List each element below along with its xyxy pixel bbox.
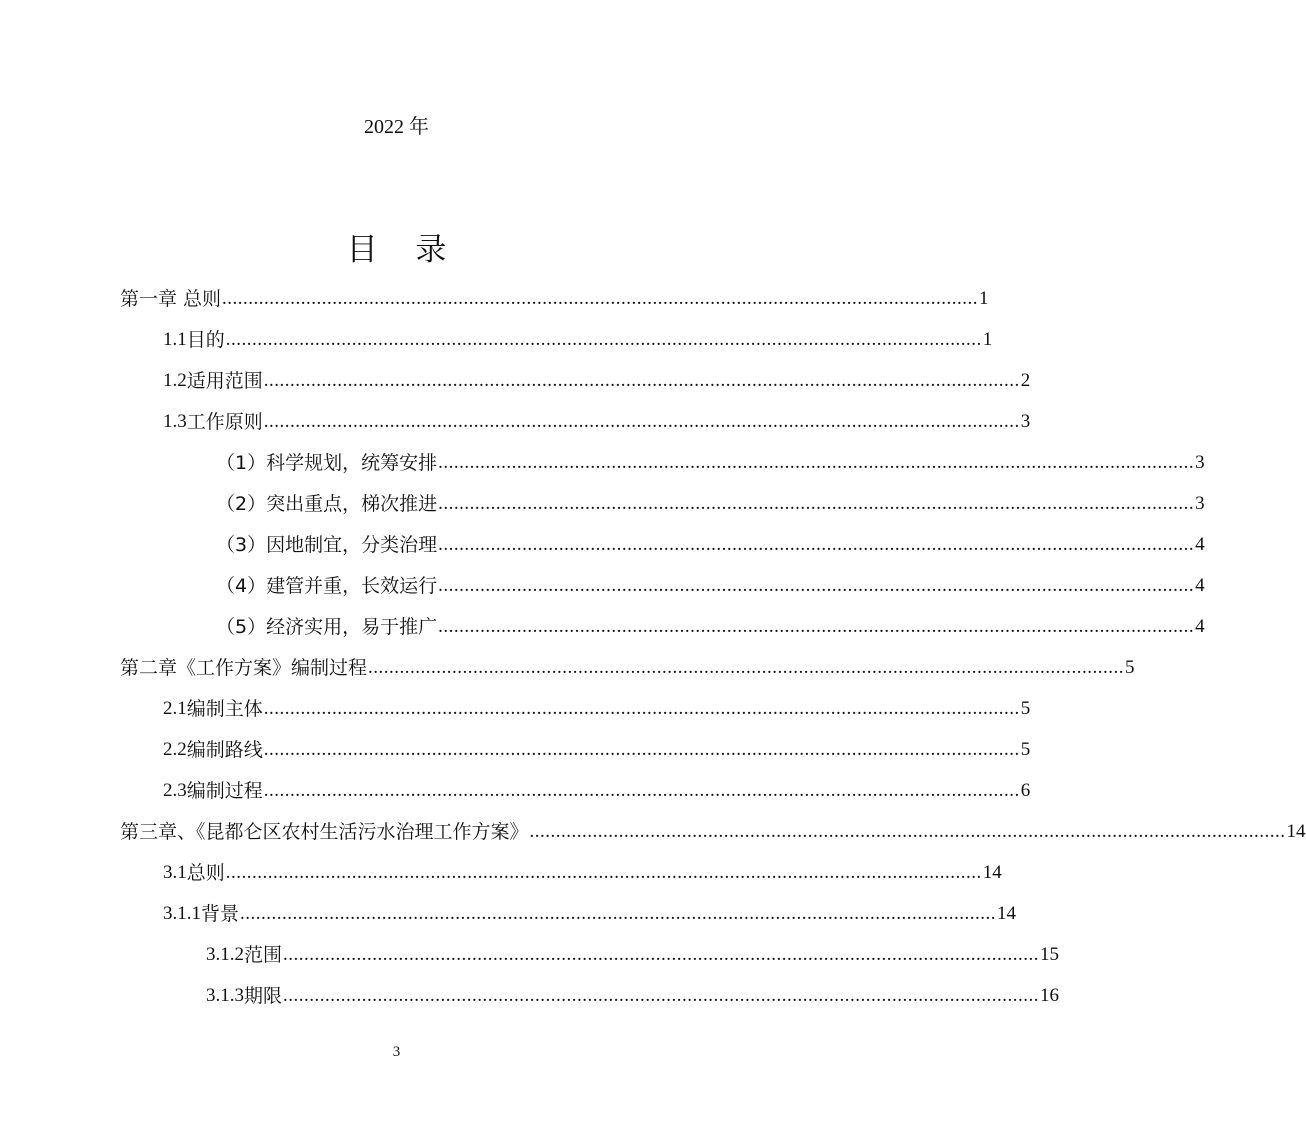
toc-title: 目 录 <box>346 232 461 268</box>
toc-page-number: 6 <box>1020 780 1031 801</box>
toc-page-number: 2 <box>1020 370 1031 391</box>
toc-entry-text: 编制路线 <box>186 739 263 761</box>
toc-entry-principle-4[interactable] <box>216 559 1205 599</box>
toc-entry-1-2[interactable] <box>163 354 1031 394</box>
page-number: 3 <box>392 1044 401 1060</box>
toc-entry-text: （2）突出重点，梯次推进 <box>216 493 438 515</box>
toc-entry-2-1[interactable] <box>163 682 1031 722</box>
toc-entry-text: 目的 <box>186 329 225 351</box>
toc-entry-number: 1.1 <box>163 329 187 350</box>
toc-page-number: 14 <box>1286 821 1306 842</box>
toc-leader-dots: ................................................................................................................................................ <box>283 944 1040 965</box>
toc-entry-number: 2.3 <box>163 780 187 801</box>
toc-entry-text: 范围 <box>244 944 283 966</box>
toc-entry-number: 3.1 <box>163 862 187 883</box>
toc-entry-text: 工作原则 <box>186 411 263 433</box>
toc-entry-principle-3[interactable] <box>216 518 1205 558</box>
toc-entry-text: 背景 <box>201 903 240 925</box>
toc-page-number: 3 <box>1195 493 1205 514</box>
toc-leader-dots: ................................................................................................................................................ <box>225 862 982 883</box>
toc-entry-principle-1[interactable] <box>216 436 1205 476</box>
toc-leader-dots: ................................................................................................................................................ <box>263 698 1020 719</box>
toc-entry-1-1[interactable] <box>163 313 993 353</box>
toc-entry-number: 1.3 <box>163 411 187 432</box>
toc-leader-dots: ................................................................................................................................................ <box>438 616 1195 637</box>
toc-entry-number: 1.2 <box>163 370 187 391</box>
toc-page-number: 5 <box>1125 657 1135 678</box>
toc-entry-text: （3）因地制宜，分类治理 <box>216 534 438 556</box>
toc-entry-number: 3.1.1 <box>163 903 201 924</box>
toc-page-number: 15 <box>1040 944 1060 965</box>
toc-entry-3-1-2[interactable] <box>206 928 1060 968</box>
toc-leader-dots: ................................................................................................................................................ <box>438 575 1195 596</box>
toc-leader-dots: ................................................................................................................................................ <box>283 985 1040 1006</box>
toc-entry-3-1[interactable] <box>163 846 1002 886</box>
toc-leader-dots: ................................................................................................................................................ <box>222 288 979 309</box>
toc-entry-2-2[interactable] <box>163 723 1031 763</box>
toc-page-number: 14 <box>982 862 1002 883</box>
toc-entry-text: 第一章 总则 <box>120 288 222 310</box>
toc-entry-text: （5）经济实用，易于推广 <box>216 616 438 638</box>
toc-leader-dots: ................................................................................................................................................ <box>225 329 982 350</box>
toc-entry-number: 3.1.3 <box>206 985 244 1006</box>
document-year: 2022 年 <box>364 116 429 138</box>
toc-entry-text: （4）建管并重，长效运行 <box>216 575 438 597</box>
toc-entry-text: 编制过程 <box>186 780 263 802</box>
toc-page-number: 3 <box>1195 452 1205 473</box>
toc-page-number: 16 <box>1040 985 1060 1006</box>
toc-entry-number: 3.1.2 <box>206 944 244 965</box>
toc-page-number: 4 <box>1195 575 1205 596</box>
toc-entry-number: 2.1 <box>163 698 187 719</box>
toc-entry-text: 总则 <box>186 862 225 884</box>
toc-entry-text: （1）科学规划，统筹安排 <box>216 452 438 474</box>
toc-page-number: 4 <box>1195 616 1205 637</box>
toc-entry-2-3[interactable] <box>163 764 1031 804</box>
toc-leader-dots: ................................................................................................................................................ <box>368 657 1125 678</box>
toc-entry-text: 第二章《工作方案》编制过程 <box>120 657 368 679</box>
toc-entry-chapter-1[interactable] <box>120 272 989 312</box>
toc-leader-dots: ................................................................................................................................................ <box>438 534 1195 555</box>
toc-entry-number: 2.2 <box>163 739 187 760</box>
toc-leader-dots: ................................................................................................................................................ <box>263 739 1020 760</box>
toc-leader-dots: ................................................................................................................................................ <box>263 780 1020 801</box>
toc-leader-dots: ................................................................................................................................................ <box>438 452 1195 473</box>
toc-entry-chapter-2[interactable] <box>120 641 1135 681</box>
toc-leader-dots: ................................................................................................................................................ <box>240 903 997 924</box>
toc-entry-1-3[interactable] <box>163 395 1031 435</box>
toc-leader-dots: ................................................................................................................................................ <box>263 370 1020 391</box>
toc-page-number: 14 <box>997 903 1017 924</box>
toc-page-number: 1 <box>979 288 989 309</box>
toc-page-number: 1 <box>982 329 993 350</box>
toc-entry-text: 编制主体 <box>186 698 263 720</box>
toc-page-number: 3 <box>1020 411 1031 432</box>
toc-entry-text: 期限 <box>244 985 283 1007</box>
toc-entry-text: 适用范围 <box>186 370 263 392</box>
toc-entry-text: 第三章、《昆都仑区农村生活污水治理工作方案》 <box>120 821 529 843</box>
toc-entry-3-1-3[interactable] <box>206 969 1060 1009</box>
toc-page-number: 5 <box>1020 698 1031 719</box>
toc-leader-dots: ................................................................................................................................................ <box>263 411 1020 432</box>
toc-leader-dots: ................................................................................................................................................ <box>529 821 1286 842</box>
toc-entry-principle-5[interactable] <box>216 600 1205 640</box>
toc-entry-principle-2[interactable] <box>216 477 1205 517</box>
toc-entry-chapter-3[interactable] <box>120 805 1306 845</box>
toc-entry-3-1-1[interactable] <box>163 887 1017 927</box>
toc-leader-dots: ................................................................................................................................................ <box>438 493 1195 514</box>
toc-page-number: 5 <box>1020 739 1031 760</box>
toc-page-number: 4 <box>1195 534 1205 555</box>
